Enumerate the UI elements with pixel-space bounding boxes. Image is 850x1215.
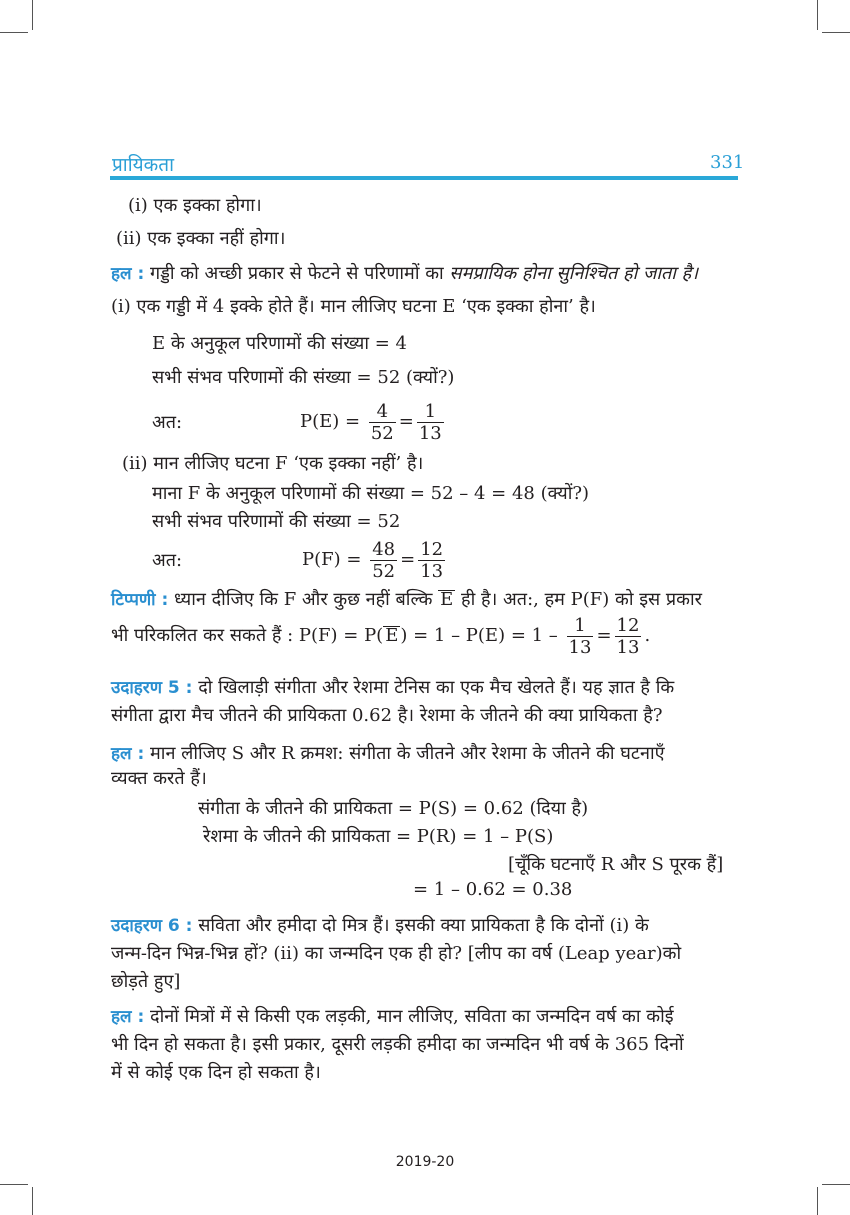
numerator: 1 [417, 401, 444, 423]
solution-5-line-5: [चूँकि घटनाएँ R और S पूरक हैं] [508, 854, 724, 875]
example-6-label: उदाहरण 6 : [111, 916, 193, 936]
solution-5-line-6: = 1 – 0.62 = 0.38 [413, 879, 573, 900]
denominator: 52 [372, 560, 396, 582]
ata-label-1: अत: [152, 412, 183, 433]
note-line-2: भी परिकलित कर सकते हैं : P(F) = P( E ) = 1 – P(E) = 1 – $\frac{1}{13}$ = $\frac{12}{13}$ . [111, 614, 651, 658]
example-6-line-2: जन्म-दिन भिन्न-भिन्न हों? (ii) का जन्मदिन एक ही हो? [लीप का वर्ष (Leap year)को [111, 943, 682, 964]
solution-6-line-3: में से कोई एक दिन हो सकता है। [111, 1062, 321, 1083]
pf-equation: P(F) = $\frac{48}{52}$ = $\frac{12}{13}$ [302, 538, 444, 582]
page-number: 331 [710, 152, 745, 173]
solution-text: गड्डी को अच्छी प्रकार से फेटने से परिणामों का [150, 263, 444, 284]
pe-lhs: P(E) = [300, 411, 361, 432]
header-rule [110, 176, 738, 180]
note-line-1 [111, 588, 702, 612]
complement-e: E [385, 625, 399, 646]
example-6-line-1 [111, 914, 649, 938]
complement-e: E [440, 589, 454, 610]
favourable-e: E के अनुकूल परिणामों की संख्या = 4 [152, 333, 407, 354]
crop-mark [32, 0, 33, 30]
pe-equation: P(E) = $\frac{4}{52}$ = $\frac{1}{13}$ [300, 400, 442, 444]
ata-label-2: अत: [152, 550, 183, 571]
numerator: 1 [567, 615, 594, 637]
example-5-line-2: संगीता द्वारा मैच जीतने की प्रायिकता 0.62 है। रेशमा के जीतने की क्या प्रायिकता है? [111, 705, 663, 726]
question-part-ii: (ii) एक इक्का नहीं होगा। [116, 228, 286, 249]
pf-lhs: P(F) = [302, 549, 362, 570]
favourable-f: माना F के अनुकूल परिणामों की संख्या = 52 – 4 = 48 (क्यों?) [152, 483, 590, 504]
denominator: 13 [568, 636, 592, 658]
solution-italic: समप्रायिक होना सुनिश्चित हो जाता है। [449, 263, 699, 284]
part-ii-statement: (ii) मान लीजिए घटना F ‘एक इक्का नहीं’ है। [122, 453, 424, 474]
solution-intro [111, 262, 698, 286]
example-6-text: सविता और हमीदा दो मित्र हैं। इसकी क्या प्रायिकता है कि दोनों (i) के [198, 915, 649, 936]
crop-mark [0, 32, 28, 33]
denominator: 13 [420, 560, 444, 582]
note-text-b: ही है। अत:, हम P(F) को इस प्रकार [461, 589, 703, 610]
solution-label: हल : [111, 744, 145, 764]
denominator: 13 [418, 422, 442, 444]
fraction [567, 615, 594, 658]
example-5-text: दो खिलाड़ी संगीता और रेशमा टेनिस का एक मैच खेलते हैं। यह ज्ञात है कि [198, 677, 675, 698]
crop-mark [822, 32, 850, 33]
numerator: 12 [420, 538, 444, 560]
total-outcomes-1: सभी संभव परिणामों की संख्या = 52 (क्यों?) [152, 367, 455, 388]
numerator: 12 [616, 614, 640, 636]
note-text-c: भी परिकलित कर सकते हैं : P(F) = P( [111, 625, 384, 646]
fraction [615, 615, 642, 658]
note-text-a: ध्यान दीजिए कि F और कुछ नहीं बल्कि [174, 589, 433, 610]
fraction [417, 401, 444, 444]
solution-6-text: दोनों मित्रों में से किसी एक लड़की, मान लीजिए, सविता का जन्मदिन वर्ष का कोई [150, 1006, 674, 1027]
solution-label: हल : [111, 1007, 145, 1027]
solution-5-line-2: व्यक्त करते हैं। [111, 768, 207, 789]
solution-5-text: मान लीजिए S और R क्रमश: संगीता के जीतने और रेशमा के जीतने की घटनाएँ [150, 743, 665, 764]
numerator: 4 [369, 401, 396, 423]
crop-mark [817, 0, 818, 30]
solution-5-line-1 [111, 742, 665, 766]
denominator: 13 [616, 636, 640, 658]
crop-mark [32, 1187, 33, 1215]
solution-6-line-2: भी दिन हो सकता है। इसी प्रकार, दूसरी लड़की हमीदा का जन्मदिन भी वर्ष के 365 दिनों [111, 1034, 684, 1055]
fraction [370, 539, 397, 582]
total-outcomes-2: सभी संभव परिणामों की संख्या = 52 [152, 511, 401, 532]
note-text-d: ) = 1 – P(E) = 1 – [400, 625, 558, 646]
crop-mark [817, 1187, 818, 1215]
crop-mark [822, 1184, 850, 1185]
example-5-label: उदाहरण 5 : [111, 678, 193, 698]
solution-5-line-4: रेशमा के जीतने की प्रायिकता = P(R) = 1 – P(S) [203, 826, 554, 847]
denominator: 52 [370, 422, 394, 444]
chapter-title: प्रायिकता [112, 154, 175, 176]
note-label: टिप्पणी : [111, 590, 169, 610]
solution-label: हल : [111, 264, 145, 284]
numerator: 48 [372, 538, 396, 560]
example-5-line-1 [111, 676, 674, 700]
solution-5-line-3: संगीता के जीतने की प्रायिकता = P(S) = 0.62 (दिया है) [198, 798, 589, 819]
fraction [418, 539, 445, 582]
question-part-i: (i) एक इक्का होगा। [128, 195, 262, 216]
solution-6-line-1 [111, 1005, 674, 1029]
crop-mark [0, 1184, 28, 1185]
footer-year: 2019-20 [395, 1154, 455, 1170]
part-i-statement: (i) एक गड्डी में 4 इक्के होते हैं। मान लीजिए घटना E ‘एक इक्का होना’ है। [111, 296, 596, 317]
example-6-line-3: छोड़ते हुए] [111, 971, 181, 992]
fraction [369, 401, 396, 444]
